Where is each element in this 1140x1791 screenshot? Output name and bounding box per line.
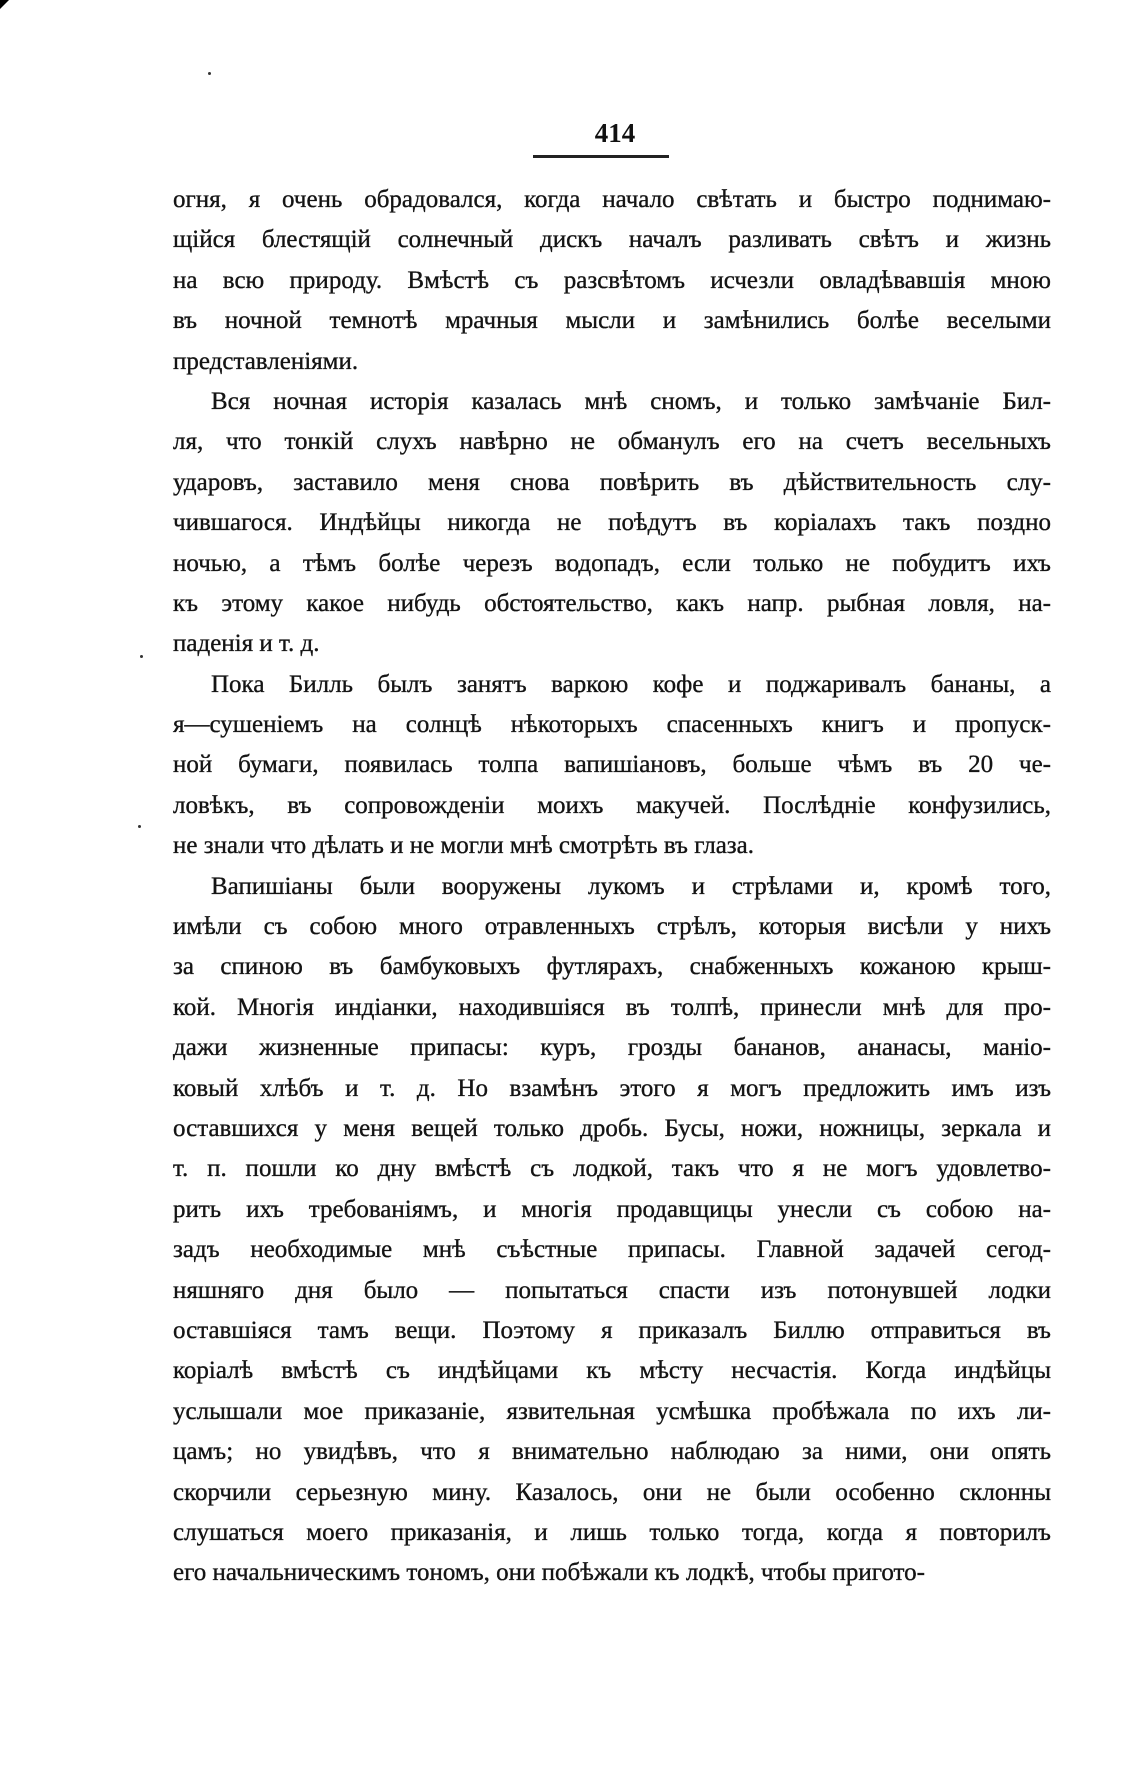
text-line: кой. Многія индіанки, находившіяся въ толпѣ, принесли мнѣ для про- [173,993,1051,1021]
text-line: на всю природу. Вмѣстѣ съ разсвѣтомъ исчезли овладѣвавшія мною [173,266,1051,294]
text-line: задъ необходимые мнѣ съѣстные припасы. Главной задачей сегод- [173,1236,1051,1264]
text-line: имѣли съ собою много отравленныхъ стрѣлъ, которыя висѣли у нихъ [173,913,1051,941]
text-line: ловѣкъ, въ сопровожденіи моихъ макучей. Послѣдніе конфузились, [173,791,1051,819]
text-line: ля, что тонкій слухъ навѣрно не обманулъ его на счетъ весельныхъ [173,428,1051,456]
text-line: его начальническимъ тономъ, они побѣжали къ лодкѣ, чтобы пригото- [173,1559,925,1587]
text-line: услышали мое приказаніе, язвительная усмѣшка пробѣжала по ихъ ли- [173,1397,1051,1425]
text-line: коріалѣ вмѣстѣ съ индѣйцами къ мѣсту несчастія. Когда индѣйцы [173,1357,1051,1385]
text-line: рить ихъ требованіямъ, и многія продавщицы унесли съ собою на- [173,1195,1051,1223]
page-number-rule [533,155,669,158]
text-line: скорчили серьезную мину. Казалось, они не были особенно склонны [173,1478,1051,1506]
text-line: чившагося. Индѣйцы никогда не поѣдутъ въ коріалахъ такъ поздно [173,509,1051,537]
text-line: няшняго дня было — попытаться спасти изъ потонувшей лодки [173,1276,1051,1304]
paragraph [173,382,1051,665]
text-line: слушаться моего приказанія, и лишь только тогда, когда я повторилъ [173,1518,1051,1546]
text-line: цамъ; но увидѣвъ, что я внимательно наблюдаю за ними, они опять [173,1438,1051,1466]
paragraph [173,180,1051,382]
page-number: 414 [594,118,636,148]
text-line: т. п. пошли ко дну вмѣстѣ съ лодкой, такъ что я не могъ удовлетво- [173,1155,1051,1183]
text-line: Вся ночная исторія казалась мнѣ сномъ, и только замѣчаніе Бил- [211,387,1051,415]
text-line: ковый хлѣбъ и т. д. Но взамѣнъ этого я могъ предложить имъ изъ [173,1074,1051,1102]
text-line: къ этому какое нибудь обстоятельство, какъ напр. рыбная ловля, на- [173,589,1051,617]
text-line: представленіями. [173,347,359,375]
text-line: ударовъ, заставило меня снова повѣрить въ дѣйствительность слу- [173,468,1051,496]
text-line: паденія и т. д. [173,630,320,658]
text-line: въ ночной темнотѣ мрачныя мысли и замѣнились болѣе веселыми [173,307,1051,335]
paragraph [173,665,1051,867]
text-line: дажи жизненные припасы: куръ, грозды бананов, ананасы, маніо- [173,1034,1051,1062]
text-line: оставшіяся тамъ вещи. Поэтому я приказалъ Биллю отправиться въ [173,1316,1051,1344]
text-line: ночью, а тѣмъ болѣе черезъ водопадъ, если только не побудитъ ихъ [173,549,1051,577]
scan-speck [140,655,143,658]
text-line: ной бумаги, появилась толпа вапишіановъ, больше чѣмъ въ 20 че- [173,751,1051,779]
text-line: за спиною въ бамбуковыхъ футлярахъ, снабженныхъ кожаною крыш- [173,953,1051,981]
scan-speck [138,825,141,828]
paragraph [173,867,1051,1594]
text-line: не знали что дѣлать и не могли мнѣ смотрѣть въ глаза. [173,832,755,860]
scan-speck [208,72,211,75]
text-line: оставшихся у меня вещей только дробь. Бусы, ножи, ножницы, зеркала и [173,1114,1051,1142]
text-line: огня, я очень обрадовался, когда начало свѣтать и быстро поднимаю- [173,186,1051,213]
text-line: я—сушеніемъ на солнцѣ нѣкоторыхъ спасенныхъ книгъ и пропуск- [173,711,1051,739]
text-line: Вапишіаны были вооружены лукомъ и стрѣлами и, кромѣ того, [211,872,1051,900]
text-line: щійся блестящій солнечный дискъ началъ разливать свѣтъ и жизнь [173,226,1051,254]
body-text [173,180,1051,1594]
text-line: Пока Билль былъ занятъ варкою кофе и поджаривалъ бананы, а [211,670,1051,698]
scan-corner-mark [0,0,9,9]
